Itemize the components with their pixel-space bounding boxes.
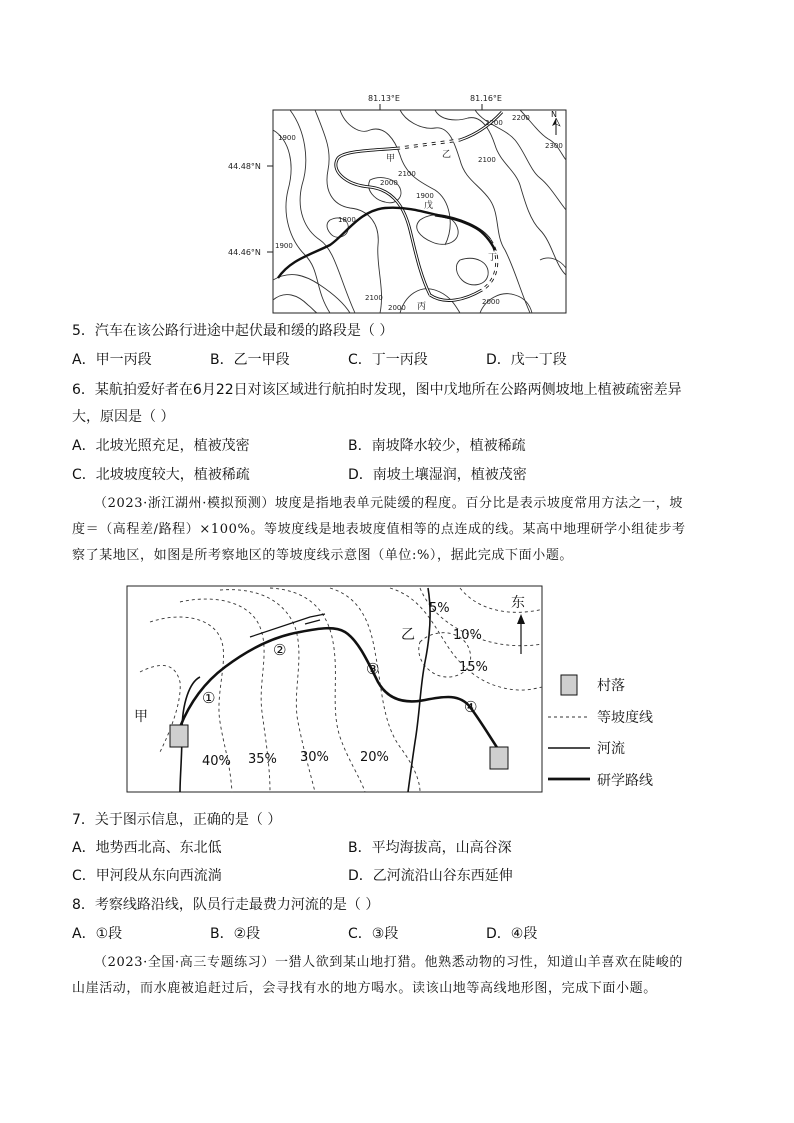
slope-label: 15% [459,660,488,675]
legend-isoline: 等坡度线 [597,710,653,726]
contour-label: 2000 [482,298,500,306]
contour-label: 2100 [478,156,496,164]
passage-1-line1: （2023·浙江湖州·模拟预测）坡度是指地表单元陡缓的程度。百分比是表示坡度常用方法之一，坡 [94,496,683,511]
village-east [490,747,508,769]
legend-village-icon [561,675,577,695]
contour-label: 2200 [512,114,530,122]
q5-option-b[interactable]: B．乙一甲段 [210,352,290,368]
question-6-stem-line1: 6．某航拍爱好者在6月22日对该区域进行航拍时发现，图中戊地所在公路两侧坡地上植被疏密差异 [72,382,682,398]
slope-label: 35% [248,752,277,767]
question-5-stem: 5．汽车在该公路行进途中起伏最和缓的路段是（ ） [72,323,394,339]
lon-label: 81.16°E [470,94,502,103]
q8-option-b[interactable]: B．②段 [210,926,261,942]
slope-isoline-map [120,582,680,796]
q8-option-c[interactable]: C．③段 [348,926,399,942]
question-8-stem: 8．考察线路沿线，队员行走最费力河流的是（ ） [72,897,380,913]
contour-label: 2300 [545,142,563,150]
route-marker-1: ① [202,689,216,707]
passage-1 [72,494,732,566]
route-marker-3: ③ [366,660,380,678]
place-ding: 丁 [488,253,498,263]
slope-label: 30% [300,750,329,765]
slope-label: 10% [453,628,482,643]
legend-route: 研学路线 [597,773,653,789]
q7-option-c[interactable]: C．甲河段从东向西流淌 [72,868,222,884]
lat-label: 44.48°N [228,162,261,171]
passage-2-line2: 山崖活动，而水鹿被追赶过后，会寻找有水的地方喝水。读该山地等高线地形图，完成下面小题。 [72,981,657,996]
q7-option-a[interactable]: A．地势西北高、东北低 [72,840,222,856]
q5-option-c[interactable]: C．丁一丙段 [348,352,428,368]
q5-option-d[interactable]: D．戊一丁段 [486,352,567,368]
legend-river: 河流 [597,741,625,757]
route-marker-4: ④ [464,698,478,716]
contour-label: 2100 [398,170,416,178]
question-6-stem-line2: 大，原因是（ ） [72,409,175,425]
passage-2 [72,953,732,999]
river-label-yi: 乙 [401,627,415,643]
topographic-map [220,90,580,318]
place-yi: 乙 [442,150,452,160]
q5-option-a[interactable]: A．甲一丙段 [72,352,152,368]
svg-text:东: 东 [511,595,525,611]
route-marker-2: ② [273,641,287,659]
q8-option-d[interactable]: D．④段 [486,926,538,942]
river-label-jia: 甲 [134,709,148,725]
passage-1-line2: 度＝（高程差/路程）×100%。等坡度线是地表坡度值相等的点连成的线。某高中地理研学小组徒步考 [72,522,686,537]
slope-label: 40% [202,754,231,769]
contour-label: 2100 [365,294,383,302]
place-wu: 戊 [424,201,434,211]
q6-option-d[interactable]: D．南坡土壤湿润，植被茂密 [348,467,527,483]
legend [548,675,653,789]
q6-option-c[interactable]: C．北坡坡度较大，植被稀疏 [72,467,250,483]
place-jia: 甲 [386,154,396,164]
slope-label: 20% [360,750,389,765]
contour-label: 1800 [338,216,356,224]
contour-label: 1900 [416,192,434,200]
slope-label: 5% [429,601,450,616]
question-7-stem: 7．关于图示信息，正确的是（ ） [72,812,282,828]
lat-label: 44.46°N [228,248,261,257]
contour-label: 1900 [278,134,296,142]
place-bing: 丙 [417,302,427,312]
contour-label: 2000 [380,179,398,187]
q6-option-a[interactable]: A．北坡光照充足，植被茂密 [72,438,250,454]
q7-option-b[interactable]: B．平均海拔高，山高谷深 [348,840,512,856]
q7-option-d[interactable]: D．乙河流沿山谷东西延伸 [348,868,513,884]
legend-village: 村落 [597,678,625,694]
contour-label: 1900 [275,242,293,250]
lon-label: 81.13°E [368,94,400,103]
passage-2-line1: （2023·全国·高三专题练习）一猎人欲到某山地打猎。他熟悉动物的习性，知道山羊喜欢在陡峻的 [94,955,683,970]
svg-text:N: N [551,110,557,119]
passage-1-line3: 察了某地区，如图是所考察地区的等坡度线示意图（单位:%），据此完成下面小题。 [72,548,574,563]
q8-option-a[interactable]: A．①段 [72,926,123,942]
contour-label: 2000 [388,304,406,312]
contour-label: 2200 [485,119,503,127]
village-west [170,725,188,747]
q6-option-b[interactable]: B．南坡降水较少，植被稀疏 [348,438,526,454]
